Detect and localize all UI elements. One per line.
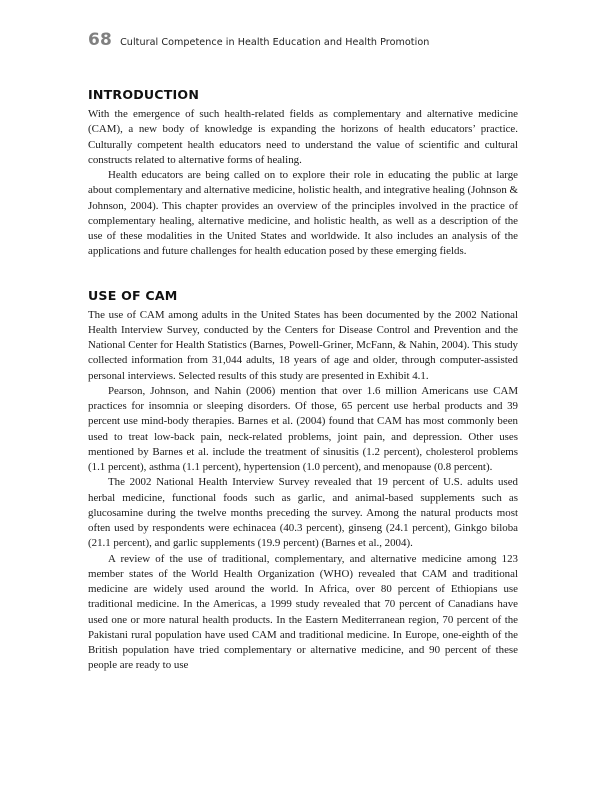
running-title: Cultural Competence in Health Education and Health Promotion [120, 37, 430, 48]
paragraph: With the emergence of such health-related fields as complementary and alternative medicine (CAM), a new body of knowledge is expanding the horizons of health educators’ practice. Culturally competent health educators need to understand the value of scientific and cultural constructs related to alternative forms of healing. [88, 108, 518, 166]
paragraph: A review of the use of traditional, complementary, and alternative medicine among 123 member states of the World Health Organization (WHO) revealed that CAM and traditional medicine are widely used around the world. In Africa, over 80 percent of Ethiopians use traditional medicine. In the Americas, a 1999 study revealed that 70 percent of Canadians have used one or more natural health products. In the Eastern Mediterranean region, 70 percent of the Pakistani rural population have used CAM and traditional medicine. In Europe, one-eighth of the British population have tried complementary or alternative medicine, and 90 percent of these people are ready to use [88, 552, 518, 672]
section-heading-introduction: INTRODUCTION [88, 87, 200, 102]
section-introduction [88, 87, 518, 260]
paragraph: Health educators are being called on to explore their role in educating the public at large about complementary and alternative medicine, holistic health, and integrative healing (Johnson & Johnson, 2004). This chapter provides an overview of the principles involved in the practice of complementary healing, alternative medicine, and holistic health, as well as a description of the use of these modalities in the United States and worldwide. It also includes an analysis of the applications and future challenges for health education posed by these emerging fields. [88, 169, 518, 258]
running-head [88, 30, 518, 54]
section-heading-use-of-cam: USE OF CAM [88, 287, 178, 303]
book-page [88, 30, 518, 674]
paragraph: The 2002 National Health Interview Survey revealed that 19 percent of U.S. adults used herbal medicine, functional foods such as garlic, and animal-based supplements such as glucosamine during the twelve months preceding the survey. Among the natural products most often used by respondents were echinacea (40.3 percent), ginseng (24.1 percent), Ginkgo biloba (21.1 percent), and garlic supplements (19.9 percent) (Barnes et al., 2004). [88, 476, 518, 550]
paragraph: The use of CAM among adults in the United States has been documented by the 2002 National Health Interview Survey, conducted by the Centers for Disease Control and Prevention and the National Center for Health Statistics (Barnes, Powell-Griner, McFann, & Nahin, 2004). This study collected information from 31,044 adults, 18 years of age and older, through computer-assisted personal interviews. Selected results of this study are presented in Exhibit 4.1. [88, 308, 518, 382]
page-number: 68 [88, 30, 113, 50]
section-use-of-cam [88, 288, 518, 674]
paragraph: Pearson, Johnson, and Nahin (2006) mention that over 1.6 million Americans use CAM practices for insomnia or sleeping disorders. Of those, 65 percent use herbal products and 39 percent use mind-body therapies. Barnes et al. (2004) found that CAM has most commonly been used to treat low-back pain, neck-related problems, joint pain, and depression. Other uses mentioned by Barnes et al. include the treatment of sinusitis (1.2 percent), cholesterol problems (1.1 percent), asthma (1.1 percent), hypertension (1.0 percent), and menopause (0.8 percent). [88, 384, 518, 473]
